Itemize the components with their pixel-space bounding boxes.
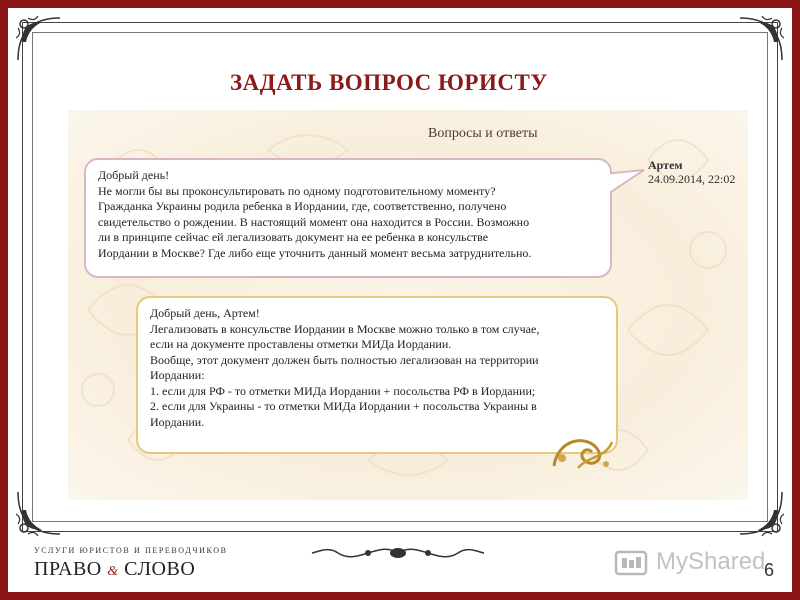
author-name: Артем xyxy=(648,158,683,172)
question-line: свидетельство о рождении. В настоящий момент она находится в России. Возможно xyxy=(98,214,530,229)
watermark-icon xyxy=(614,546,648,580)
logo xyxy=(34,558,195,581)
answer-line: 1. если для РФ - то отметки МИДа Иордании + посольства РФ в Иордании; xyxy=(150,383,536,398)
answer-line: Иордании. xyxy=(150,414,205,429)
question-line: Не могли бы вы проконсультировать по одному подготовительному моменту? xyxy=(98,183,496,198)
logo-ampersand: & xyxy=(107,564,119,579)
bubble-tail-icon xyxy=(604,168,648,198)
answer-line: Вообще, этот документ должен быть полностью легализован на территории xyxy=(150,352,539,367)
corner-ornament-icon xyxy=(734,12,788,66)
question-bubble xyxy=(84,158,612,278)
question-line: Добрый день! xyxy=(98,168,170,182)
logo-tagline: УСЛУГИ ЮРИСТОВ И ПЕРЕВОДЧИКОВ xyxy=(34,546,228,555)
answer-line: Иордании: xyxy=(150,368,205,382)
bottom-ornament-icon xyxy=(308,538,488,568)
author-datetime: 24.09.2014, 22:02 xyxy=(648,172,736,186)
section-label: Вопросы и ответы xyxy=(428,126,538,141)
page-number: 6 xyxy=(764,560,775,580)
answer-line: если на документе проставлены отметки МИДа Иордании. xyxy=(150,337,452,351)
corner-ornament-icon xyxy=(12,486,66,540)
question-line: ли в принципе сейчас ей легализовать документ на ее ребенка в консульстве xyxy=(98,230,489,244)
gold-swirl-icon xyxy=(548,428,618,474)
answer-line: Добрый день, Артем! xyxy=(150,306,260,320)
question-line: Гражданка Украины родила ребенка в Иордании, где, соответственно, получено xyxy=(98,199,507,213)
logo-word-1: ПРАВО xyxy=(34,558,102,580)
logo-word-2: СЛОВО xyxy=(124,558,196,580)
question-line: Иордании в Москве? Где либо еще уточнить данный момент весьма затруднительно. xyxy=(98,245,532,260)
page-title: ЗАДАТЬ ВОПРОС ЮРИСТУ xyxy=(230,70,548,95)
slide xyxy=(8,8,792,592)
watermark-text: MyShared xyxy=(656,548,766,575)
answer-line: Легализовать в консульстве Иордании в Москве можно только в том случае, xyxy=(150,321,540,336)
answer-line: 2. если для Украины - то отметки МИДа Иордании + посольства Украины в xyxy=(150,399,537,413)
corner-ornament-icon xyxy=(12,12,66,66)
answer-bubble xyxy=(136,296,618,454)
question-author xyxy=(648,158,735,186)
